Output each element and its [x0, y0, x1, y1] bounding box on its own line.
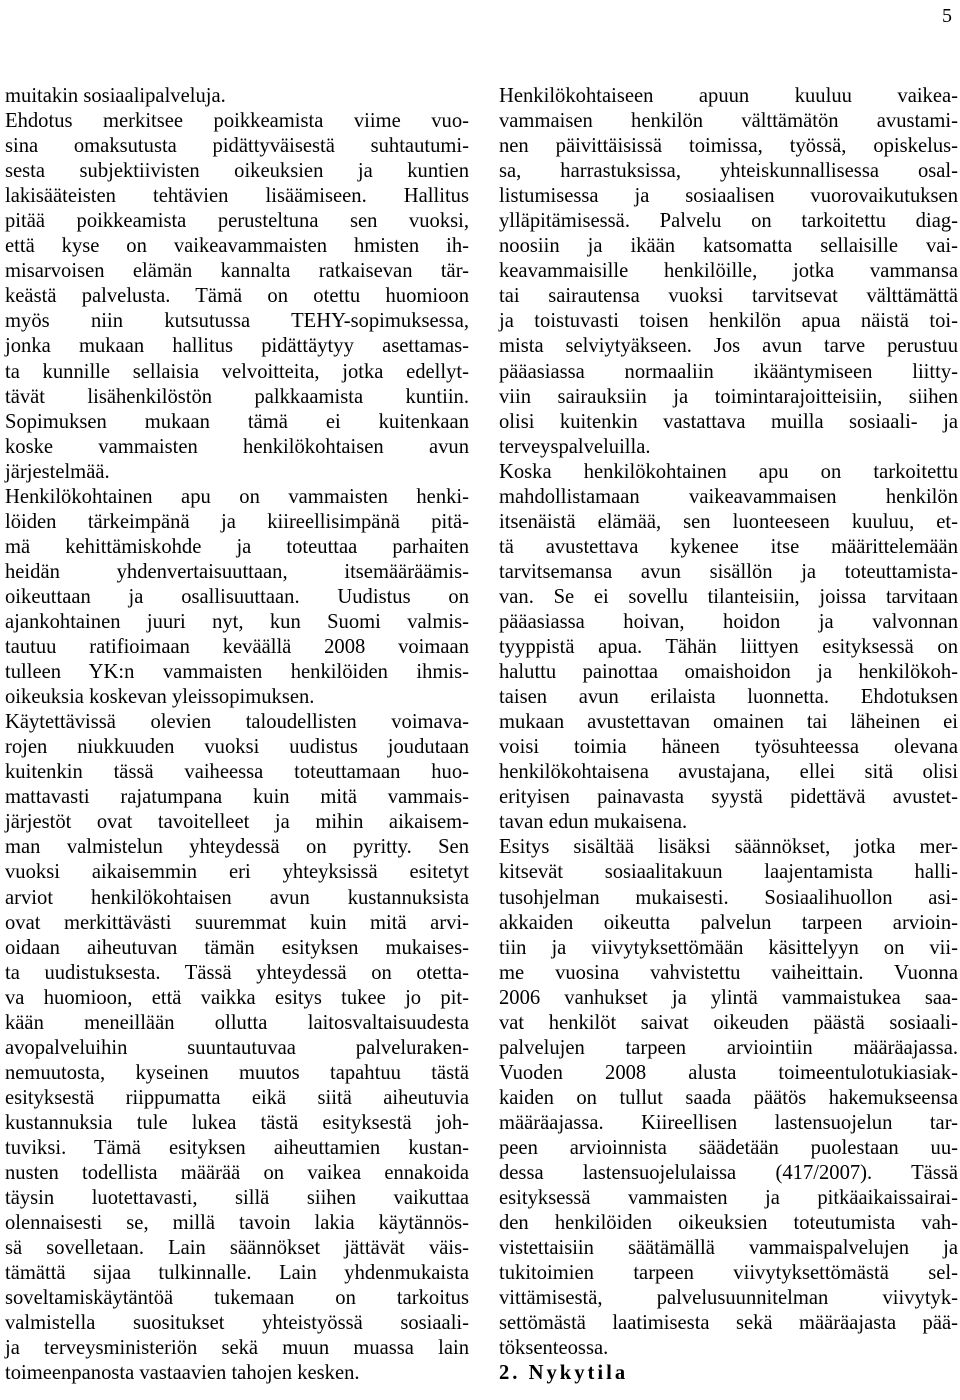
text-line: tai sairautensa vuoksi tarvitsevat välttämättä — [499, 285, 958, 308]
text-line: sa, harrastuksissa, yhteiskunnallisessa osal- — [499, 160, 958, 183]
text-line: löiden tärkeimpänä ja kiireellisimpänä pitä- — [5, 510, 469, 533]
text-line: pääasiassa hoivan, hoidon ja valvonnan — [499, 610, 958, 633]
text-line: ta kunnille sellaisia velvoitteita, jotka edellyt- — [5, 360, 469, 383]
text-line: tämättä sijaa tulkinnalle. Lain yhdenmukaista — [5, 1262, 469, 1285]
text-line: ylläpitämisessä. Palvelu on tarkoitettu diag- — [499, 210, 958, 233]
text-line: ja terveysministeriön sekä muun muassa lain — [5, 1337, 469, 1360]
text-line: olisi kuitenkin vastattava muilla sosiaali- ja — [499, 410, 958, 433]
text-line: Esitys sisältää lisäksi säännökset, jotka mer- — [499, 836, 958, 859]
text-line: taisen avun erilaista luonnetta. Ehdotuksen — [499, 686, 958, 709]
text-line: vammaisen henkilön välttämätön avustami- — [499, 110, 958, 133]
text-line: valmistella suositukset yhteistyössä sosiaali- — [5, 1312, 469, 1335]
text-line: palvelujen tarpeen arviointiin määräajassa. — [499, 1036, 958, 1059]
text-line: me vuosina vahvistettu vaiheittain. Vuonna — [499, 961, 958, 984]
text-line: vittämisestä, palvelusuunnitelman viivytyk- — [499, 1287, 958, 1310]
text-line: mä kehittämiskohde ja toteuttaa parhaiten — [5, 535, 469, 558]
text-line: viin sairauksiin ja toimintarajoitteisiin, siihen — [499, 385, 958, 408]
text-line: ja toistuvasti toisen henkilön apua näistä toi- — [499, 310, 958, 333]
text-line: määräajassa. Kiireellisen lastensuojelun tar- — [499, 1111, 958, 1134]
text-line: esityksestä riippumatta eikä siitä aiheutuvia — [5, 1086, 469, 1109]
text-line: tuviksi. Tämä esityksen aiheuttamien kustan- — [5, 1136, 469, 1159]
text-line: tä avustettava kykenee itse määrittelemään — [499, 535, 958, 558]
text-line: että kyse on vaikeavammaisten hmisten ih- — [5, 235, 469, 258]
text-line: ovat merkittävästi suuremmat kuin mitä arvi- — [5, 911, 469, 934]
text-line: mukaan avustettavan omainen tai läheinen ei — [499, 711, 958, 734]
text-line: Henkilökohtaiseen apuun kuuluu vaikea- — [499, 85, 958, 107]
text-line: rojen niukkuuden vuoksi uudistus joudutaan — [5, 736, 469, 759]
text-line: tulleen YK:n vammaisten henkilöiden ihmis- — [5, 661, 469, 684]
text-line: keavammaisille henkilöille, jotka vammansa — [499, 260, 958, 283]
text-line: sä sovelletaan. Lain säännökset jättävät väis- — [5, 1237, 469, 1260]
text-line: Käytettävissä olevien taloudellisten voimava- — [5, 711, 469, 734]
text-line: myös niin kutsutussa TEHY-sopimuksessa, — [5, 310, 469, 333]
text-line: ta uudistuksesta. Tässä yhteydessä on otetta- — [5, 961, 469, 984]
text-line: Sopimuksen mukaan tämä ei kuitenkaan — [5, 410, 469, 433]
text-line: vistettaisiin säätämällä vammaispalvelujen ja — [499, 1237, 958, 1260]
text-line: järjestöt ovat tavoitelleet ja mihin aikaisem- — [5, 811, 469, 834]
text-line: ajankohtainen juuri nyt, kun Suomi valmis- — [5, 610, 469, 633]
text-line: mahdollistamaan vaikeavammaisen henkilön — [499, 485, 958, 508]
text-line: koske vammaisten henkilökohtaisen avun — [5, 435, 469, 458]
section-heading: 2. Nykytila — [499, 1362, 629, 1385]
text-line: sina omaksutusta pidättyväisestä suhtautumi- — [5, 135, 469, 158]
text-line: pääasiassa normaaliin ikääntymiseen liitty- — [499, 360, 958, 383]
text-line: kustannuksia tule lukea tästä esityksestä joh- — [5, 1111, 469, 1134]
text-line: mattavasti rajatumpana kuin mitä vammais- — [5, 786, 469, 809]
text-line: kaiden on tullut saada päätös hakemukseensa — [499, 1086, 958, 1109]
text-line: tarvitsemansa avun sisällön ja toteuttamista- — [499, 560, 958, 583]
text-line: keästä palvelusta. Tämä on otettu huomioon — [5, 285, 469, 308]
text-line: listumisessa ja sosiaalisen vuorovaikutuksen — [499, 185, 958, 208]
text-line: 2006 vanhukset ja ylintä vammaistukea saa- — [499, 986, 958, 1009]
text-line: oikeuttaan ja osallisuuttaan. Uudistus on — [5, 585, 469, 608]
text-line: noosiin ja ikään katsomatta sellaisille vai- — [499, 235, 958, 258]
text-line: täysin luotettavasti, sillä siihen vaikuttaa — [5, 1187, 469, 1210]
text-line: järjestelmää. — [5, 460, 110, 483]
text-line: arviot henkilökohtaisen avun kustannuksista — [5, 886, 469, 909]
text-line: oikeuksia koskevan yleissopimuksen. — [5, 686, 315, 709]
text-line: avopalveluihin suuntautuvaa palveluraken- — [5, 1036, 469, 1059]
text-line: nusten todellista määrää on vaikea ennakoida — [5, 1162, 469, 1185]
text-line: tukitoimien tarpeen viivytyksettömästä sel- — [499, 1262, 958, 1285]
text-line: tyyppistä apua. Tähän liittyen esityksessä on — [499, 636, 958, 659]
left-text-column — [5, 84, 469, 1386]
text-line: tiin ja viivytyksettömään käsittelyyn on vii- — [499, 936, 958, 959]
text-line: peen arvioinnista säädetään puolestaan uu- — [499, 1136, 958, 1159]
text-line: voisi toimia häneen työsuhteessa olevana — [499, 736, 958, 759]
text-line: nemuutosta, kyseinen muutos tapahtuu tästä — [5, 1061, 469, 1084]
text-line: henkilökohtaisena avustajana, ellei sitä olisi — [499, 761, 958, 784]
text-line: dessa lastensuojelulaissa (417/2007). Tässä — [499, 1162, 958, 1185]
text-line: tautuu ratifioimaan keväällä 2008 voimaan — [5, 636, 469, 659]
text-line: nen päivittäisissä toimissa, työssä, opiskelus- — [499, 135, 958, 158]
text-line: Vuoden 2008 alusta toimeentulotukiasiak- — [499, 1061, 958, 1084]
text-line: heidän yhdenvertaisuuttaan, itsemääräämis- — [5, 560, 469, 583]
text-line: töksenteossa. — [499, 1337, 609, 1360]
text-line: muitakin sosiaalipalveluja. — [5, 85, 226, 107]
text-line: itsenäistä elämää, sen luonteeseen kuuluu, et- — [499, 510, 958, 533]
text-line: oidaan aiheutuvan tämän esityksen mukaises- — [5, 936, 469, 959]
text-line: terveyspalveluilla. — [499, 435, 651, 458]
text-line: vuoksi aikaisemmin eri yhteyksissä esitetyt — [5, 861, 469, 884]
text-line: misarvoisen elämän kannalta ratkaisevan tär- — [5, 260, 469, 283]
page-number: 5 — [942, 5, 952, 27]
text-line: tavan edun mukaisena. — [499, 811, 688, 834]
text-line: tävät lisähenkilöstön palkkaamista kuntiin. — [5, 385, 469, 408]
text-line: haluttu painottaa omaishoidon ja henkilökoh- — [499, 661, 958, 684]
text-line: Koska henkilökohtainen apu on tarkoitettu — [499, 460, 958, 483]
text-line: kuitenkin tässä vaiheessa toteuttamaan huo- — [5, 761, 469, 784]
text-line: tusohjelman mukaisesti. Sosiaalihuollon asi- — [499, 886, 958, 909]
text-line: van. Se ei sovellu tilanteisiin, joissa tarvitaan — [499, 585, 958, 608]
text-line: Henkilökohtainen apu on vammaisten henki- — [5, 485, 469, 508]
text-line: esityksessä vammaisten ja pitkäaikaissairai- — [499, 1187, 958, 1210]
text-line: akkaiden oikeutta palvelun tarpeen arvioin- — [499, 911, 958, 934]
text-line: erityisen painavasta syystä pidettävä avustet- — [499, 786, 958, 809]
text-line: olennaisesti se, millä tavoin lakia käytännös- — [5, 1212, 469, 1235]
text-line: toimeenpanosta vastaavien tahojen kesken. — [5, 1362, 360, 1385]
text-line: den henkilöiden oikeuksien toteutumista vah- — [499, 1212, 958, 1235]
text-line: va huomioon, että vaikka esitys tukee jo pit- — [5, 986, 469, 1009]
right-text-column — [499, 84, 958, 1386]
text-line: soveltamiskäytäntöä tukemaan on tarkoitus — [5, 1287, 469, 1310]
text-line: kään meneillään ollutta laitosvaltaisuudesta — [5, 1011, 469, 1034]
text-line: pitää poikkeamista perusteltuna sen vuoksi, — [5, 210, 469, 233]
text-line: jonka mukaan hallitus pidättäytyy asettamas- — [5, 335, 469, 358]
text-line: settömästä laatimisesta sekä määräajasta pää- — [499, 1312, 958, 1335]
text-line: vat henkilöt saivat oikeuden päästä sosiaali- — [499, 1011, 958, 1034]
text-line: sesta subjektiivisten oikeuksien ja kuntien — [5, 160, 469, 183]
text-line: lakisääteisten tehtävien lisäämiseen. Hallitus — [5, 185, 469, 208]
text-line: man valmistelun yhteydessä on pyritty. Sen — [5, 836, 469, 859]
text-line: Ehdotus merkitsee poikkeamista viime vuo- — [5, 110, 469, 133]
text-line: mista selviytyäkseen. Jos avun tarve perustuu — [499, 335, 958, 358]
text-line: kitsevät sosiaalitakuun laajentamista halli- — [499, 861, 958, 884]
